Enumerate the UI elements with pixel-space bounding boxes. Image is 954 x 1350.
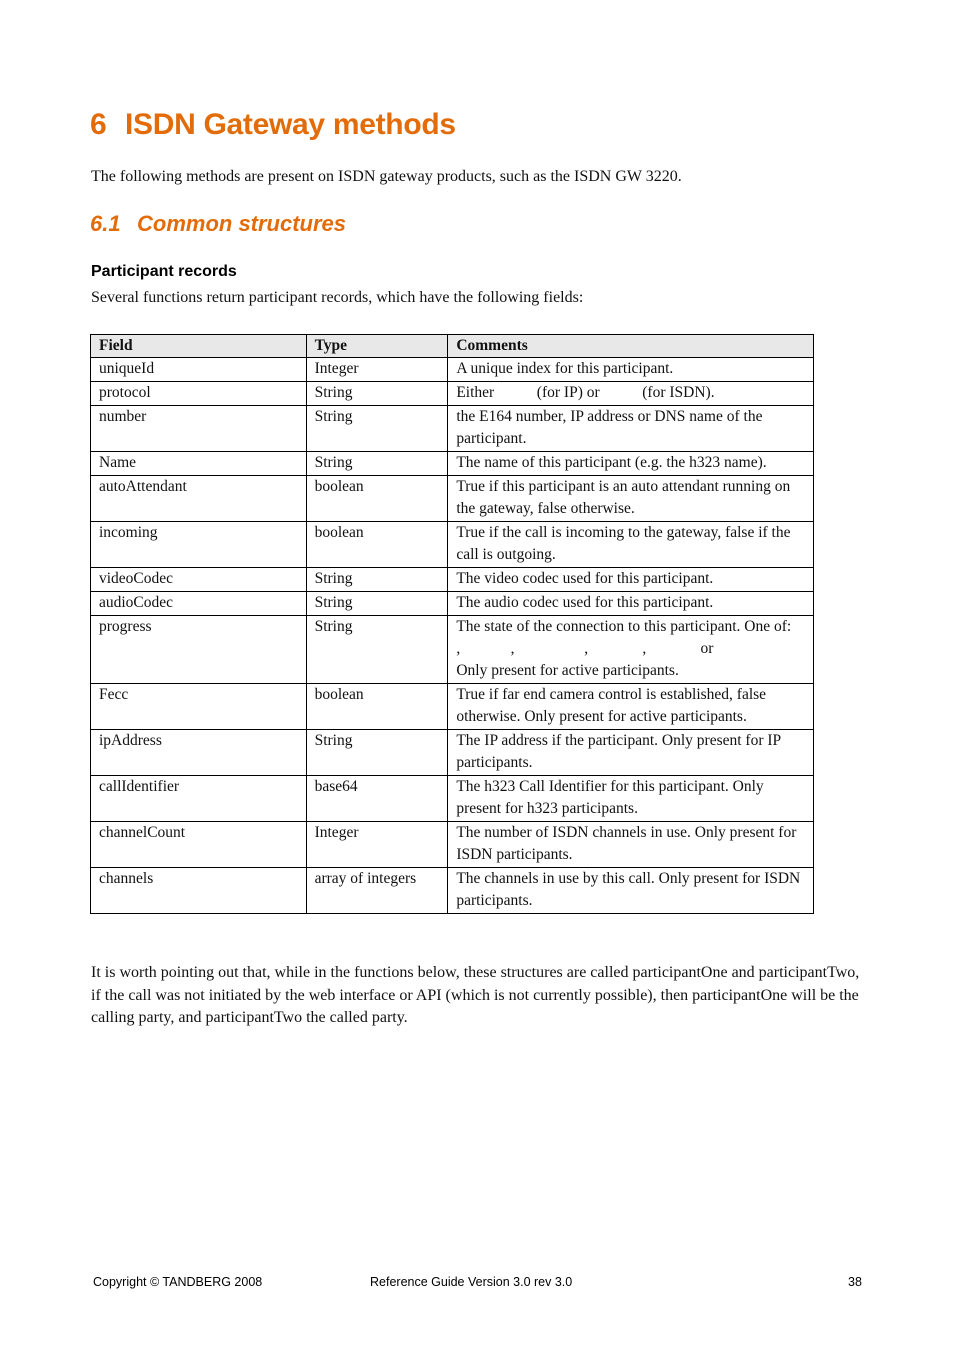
footer-copyright: Copyright © TANDBERG 2008 — [93, 1275, 263, 1289]
section-title: Common structures — [137, 211, 347, 236]
table-header-row — [91, 335, 814, 358]
table-row — [91, 592, 814, 616]
cell-comments: the E164 number, IP address or DNS name of the participant. — [448, 406, 814, 452]
section-number: 6.1 — [90, 211, 121, 236]
cell-comments: Either (for IP) or (for ISDN). — [448, 382, 814, 406]
cell-field: videoCodec — [91, 568, 307, 592]
cell-type: boolean — [306, 522, 448, 568]
cell-type: String — [306, 382, 448, 406]
cell-comments: The video codec used for this participant. — [448, 568, 814, 592]
cell-comments: True if this participant is an auto attendant running on the gateway, false otherwise. — [448, 476, 814, 522]
cell-field: callIdentifier — [91, 776, 307, 822]
closing-paragraph: It is worth pointing out that, while in the functions below, these structures are called participantOne and participantTwo, if the call was not initiated by the web interface or API (which is not currently possible), then participantOne will be the calling party, and participantTwo the called party. — [91, 964, 860, 1026]
table-row — [91, 452, 814, 476]
cell-field: Name — [91, 452, 307, 476]
table-row — [91, 522, 814, 568]
cell-type: String — [306, 452, 448, 476]
cell-field: autoAttendant — [91, 476, 307, 522]
header-comments: Comments — [448, 335, 814, 358]
cell-field: audioCodec — [91, 592, 307, 616]
cell-comments: True if far end camera control is established, false otherwise. Only present for active participants. — [448, 684, 814, 730]
cell-type: base64 — [306, 776, 448, 822]
footer-page-number: 38 — [848, 1275, 862, 1289]
cell-comments: The IP address if the participant. Only present for IP participants. — [448, 730, 814, 776]
table-row — [91, 730, 814, 776]
cell-field: channels — [91, 868, 307, 914]
subsection-heading: Participant records — [91, 263, 237, 280]
chapter-number: 6 — [90, 108, 107, 141]
table-row — [91, 822, 814, 868]
cell-type: Integer — [306, 358, 448, 382]
table-row — [91, 616, 814, 684]
table-row — [91, 382, 814, 406]
section-heading — [90, 211, 346, 237]
footer-guide-version: Reference Guide Version 3.0 rev 3.0 — [370, 1275, 573, 1289]
cell-field: uniqueId — [91, 358, 307, 382]
cell-comments: The h323 Call Identifier for this participant. Only present for h323 participants. — [448, 776, 814, 822]
cell-field: Fecc — [91, 684, 307, 730]
intro-paragraph: The following methods are present on ISDN gateway products, such as the ISDN GW 3220. — [91, 168, 682, 185]
table-row — [91, 568, 814, 592]
cell-field: protocol — [91, 382, 307, 406]
cell-comments: The number of ISDN channels in use. Only present for ISDN participants. — [448, 822, 814, 868]
cell-type: Integer — [306, 822, 448, 868]
participant-fields-table — [90, 334, 830, 914]
cell-comments: The name of this participant (e.g. the h323 name). — [448, 452, 814, 476]
cell-field: progress — [91, 616, 307, 684]
chapter-heading — [90, 108, 456, 142]
lead-paragraph: Several functions return participant records, which have the following fields: — [91, 289, 584, 306]
cell-field: channelCount — [91, 822, 307, 868]
cell-comments: The audio codec used for this participant. — [448, 592, 814, 616]
cell-field: number — [91, 406, 307, 452]
cell-type: String — [306, 730, 448, 776]
table-row — [91, 776, 814, 822]
header-field: Field — [91, 335, 307, 358]
cell-type: boolean — [306, 684, 448, 730]
cell-type: array of integers — [306, 868, 448, 914]
table-row — [91, 358, 814, 382]
chapter-title: ISDN Gateway methods — [125, 108, 456, 141]
cell-comments: A unique index for this participant. — [448, 358, 814, 382]
cell-field: ipAddress — [91, 730, 307, 776]
cell-type: String — [306, 406, 448, 452]
cell-field: incoming — [91, 522, 307, 568]
table-row — [91, 406, 814, 452]
table-row — [91, 476, 814, 522]
cell-comments: True if the call is incoming to the gateway, false if the call is outgoing. — [448, 522, 814, 568]
table-row — [91, 684, 814, 730]
cell-comments: The channels in use by this call. Only present for ISDN participants. — [448, 868, 814, 914]
header-type: Type — [306, 335, 448, 358]
cell-type: String — [306, 568, 448, 592]
cell-comments: The state of the connection to this participant. One of: , , , , or Only present for active participants. — [448, 616, 814, 684]
cell-type: boolean — [306, 476, 448, 522]
table-row — [91, 868, 814, 914]
cell-type: String — [306, 616, 448, 684]
cell-type: String — [306, 592, 448, 616]
